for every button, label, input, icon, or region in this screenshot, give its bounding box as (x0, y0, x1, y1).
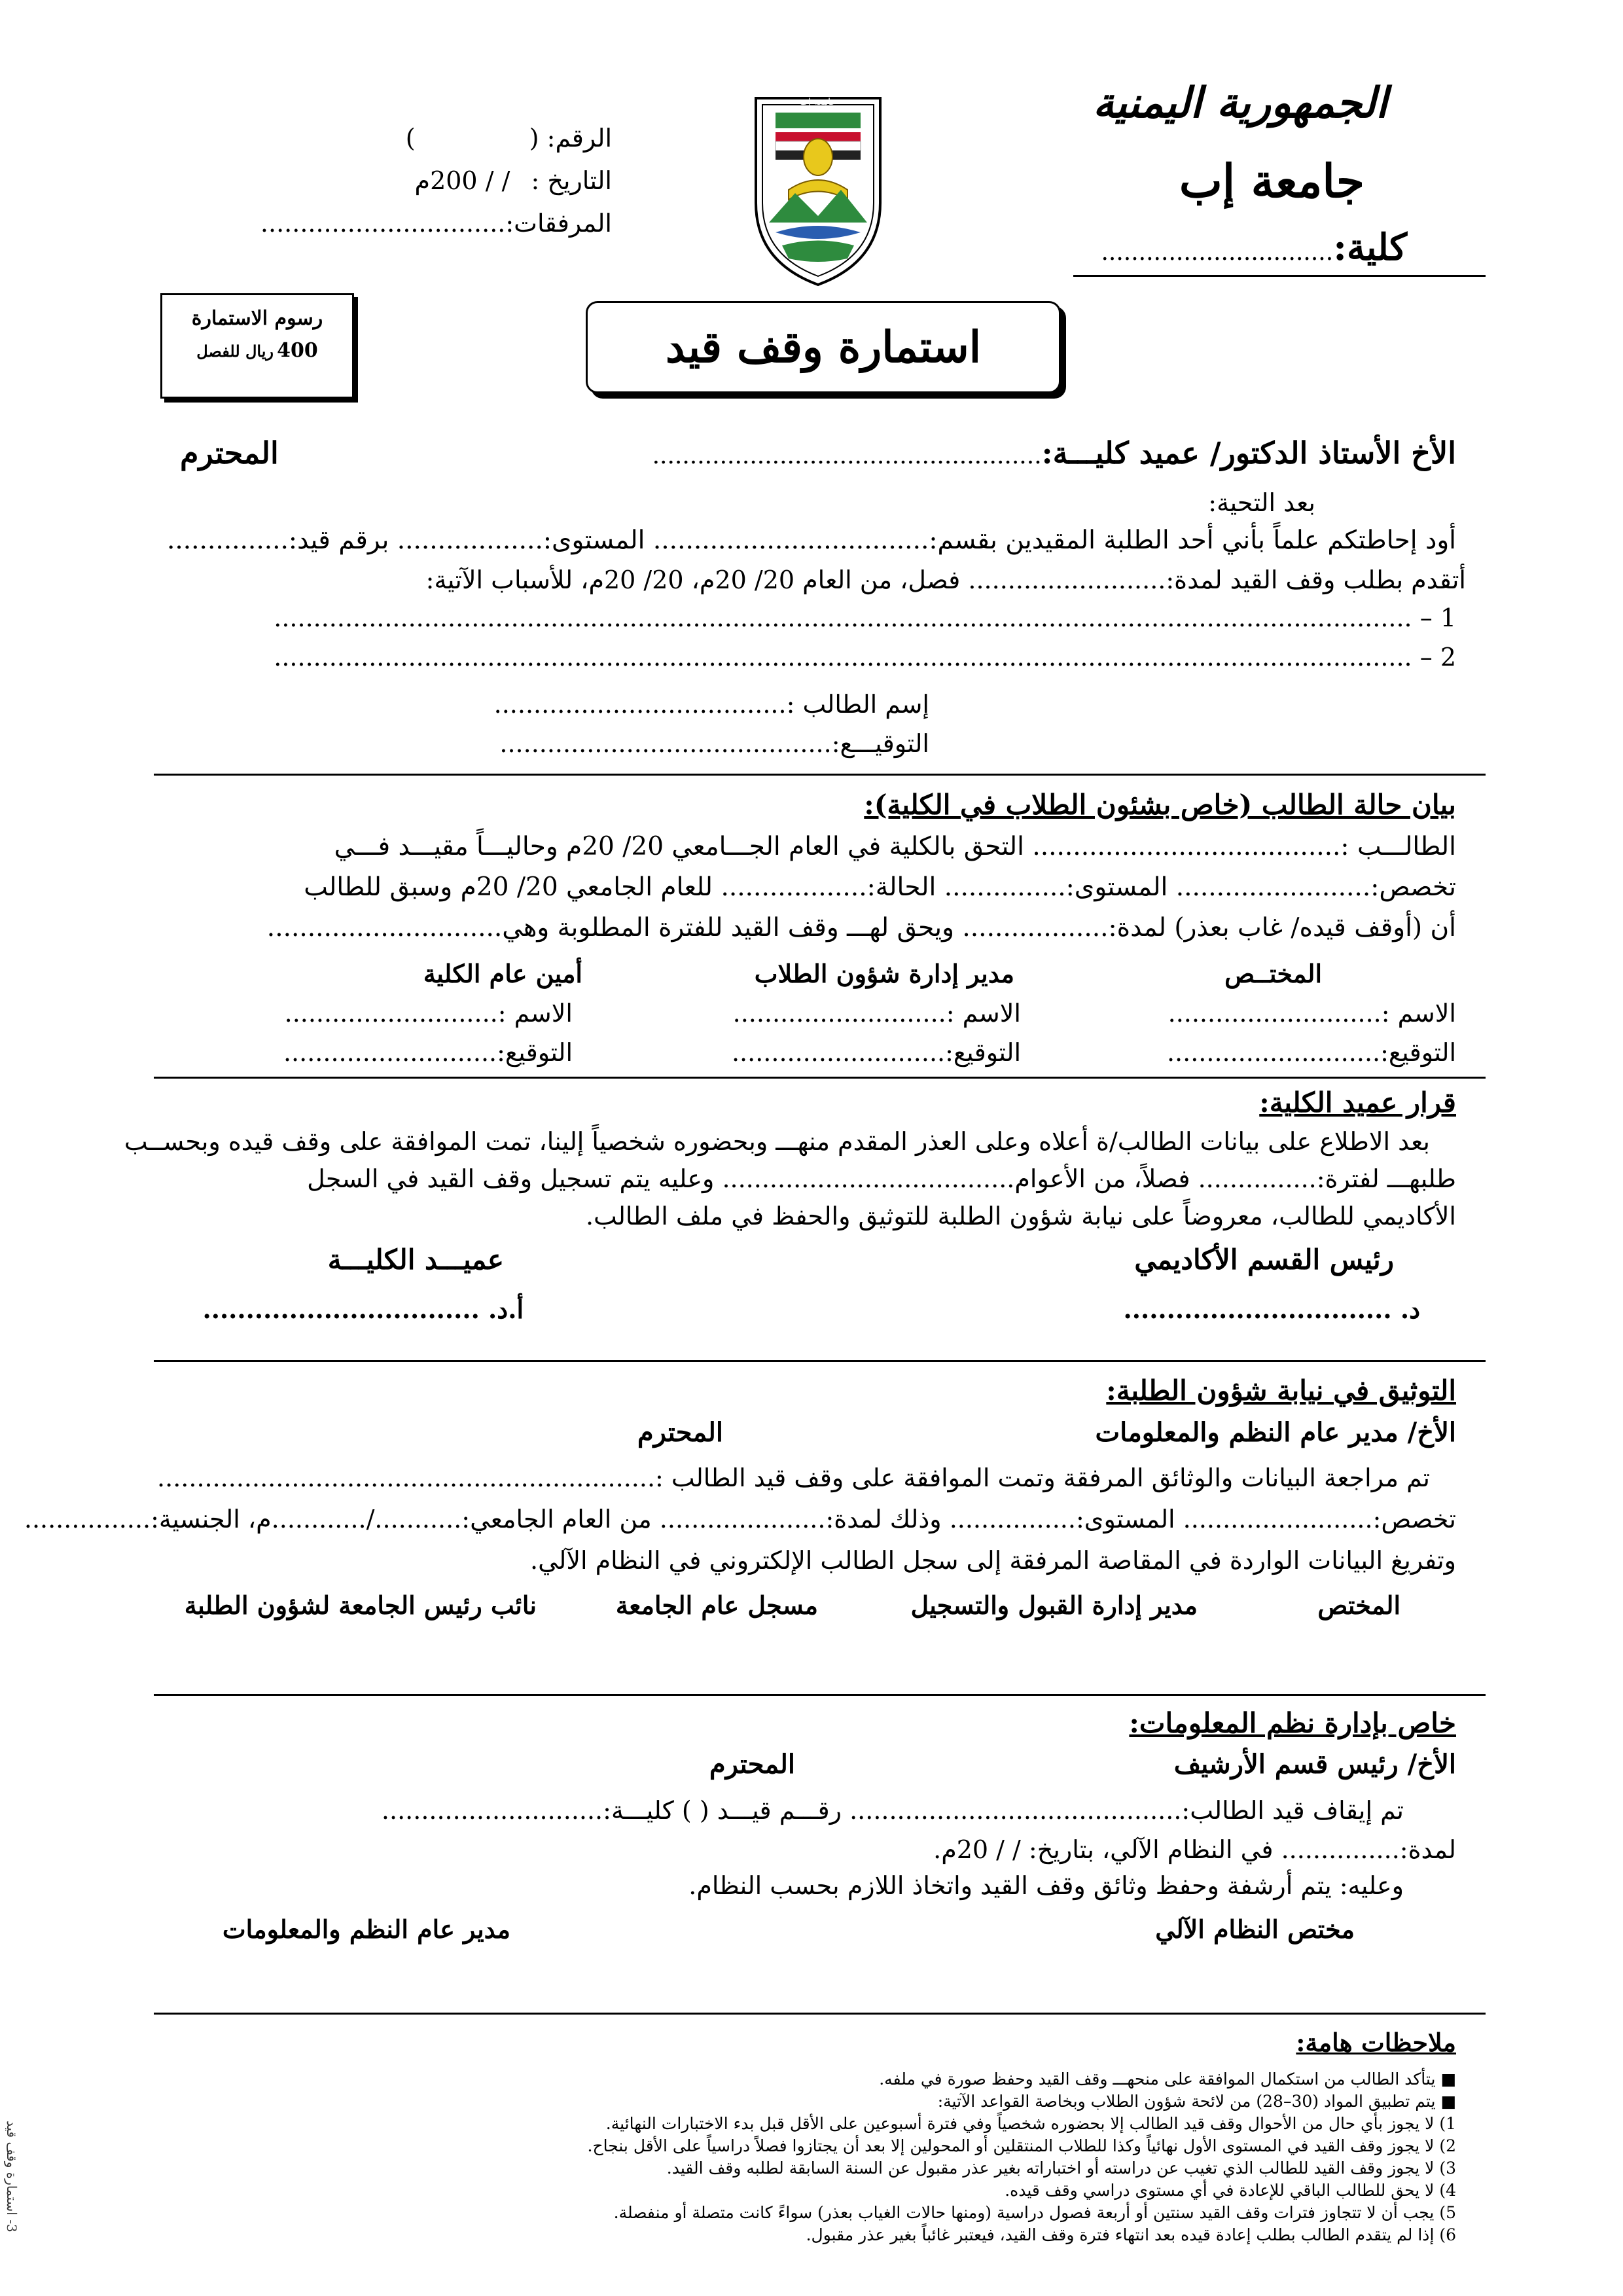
date-label: التاريخ : (531, 166, 612, 195)
bullet-icon: ■ (1435, 2070, 1456, 2089)
status-sign-2: التوقيع:........................... (731, 1038, 1021, 1067)
dean-line-3: الأكاديمي للطالب، معروضاً على نيابة شؤون الطلبة للتوثيق والحفظ في ملف الطالب. (585, 1202, 1456, 1230)
divider-1 (154, 774, 1486, 776)
documentation-heading: التوثيق في نيابة شؤون الطلبة: (1106, 1374, 1456, 1407)
dept-head-title: رئيس القسم الأكاديمي (1134, 1244, 1394, 1276)
addressee-line (652, 435, 1456, 471)
fee-amount-line (162, 339, 352, 362)
status-heading: بيان حالة الطالب (خاص بشئون الطلاب في الكلية): (864, 789, 1456, 821)
note-bullet-2-text: يتم تطبيق المواد (30–28) من لائحة شؤون الطلاب وبخاصة القواعد الآتية: (937, 2092, 1436, 2111)
notes-heading: ملاحظات هامة: (1296, 2028, 1456, 2057)
documentation-sig-registrar: مسجل عام الجامعة (615, 1590, 818, 1620)
divider-3 (154, 1360, 1486, 1362)
date-value: / / 200م (414, 166, 510, 195)
status-name-1: الاسم :........................... (1168, 999, 1456, 1028)
status-name-3: الاسم :........................... (284, 999, 573, 1028)
note-bullet-1 (879, 2068, 1456, 2090)
number-close: ) (405, 124, 416, 152)
status-name-2: الاسم :........................... (732, 999, 1021, 1028)
date-line (415, 164, 612, 198)
dean-heading: قرار عميد الكلية: (1259, 1086, 1456, 1119)
address-line-2: أود إحاطتكم علماً بأني أحد الطلبة المقيدين بقسم:.................................. المستوى:.................. برقم قيد:............... (166, 526, 1456, 555)
status-sig-title-specialist: المختــص (1224, 959, 1322, 988)
addressee-label: الأخ الأستاذ الدكتور/ عميد كليـــة: (1041, 435, 1456, 471)
documentation-line-3: وتفريغ البيانات الواردة في المقاصة المرفقة إلى سجل الطالب الإلكتروني في النظام الآلي. (530, 1546, 1456, 1575)
note-bullet-1-text: يتأكد الطالب من استكمال الموافقة على منحهـــ وقف القيد وحفظ صورة في ملفه. (879, 2070, 1436, 2089)
status-line-3: أن (أوقف قيده/ غاب بعذر) لمدة:.................. ويحق لهـــ وقف القيد للفترة المطلوبة وهي............................. (266, 913, 1456, 942)
fee-amount: 400 (277, 339, 318, 362)
reason-1: 1 – ................................................................................................................................................ (274, 603, 1456, 632)
status-line-2: تخصص:........................ المستوى:............... الحالة:.................. للعام الجامعي 20/ 20م وسبق للطالب (304, 872, 1456, 902)
number-label: الرقم: ( (529, 124, 612, 152)
student-name-line: إسم الطالب :..................................... (493, 690, 929, 719)
college-label (1101, 226, 1407, 269)
reference-number (406, 121, 612, 155)
form-title: استمارة وقف قيد (665, 321, 982, 372)
note-rule-5: 5) يجب أن لا تتجاوز فترات وقف القيد سنتين أو أربعة فصول دراسية (ومنها حالات الغياب بعذر) سواءً كانت متصلة أو منفصلة. (613, 2203, 1456, 2222)
status-sig-title-secretary: أمين عام الكلية (423, 959, 582, 988)
documentation-sig-vice-president: نائب رئيس الجامعة لشؤون الطلبة (184, 1590, 537, 1620)
status-sign-3: التوقيع:........................... (283, 1038, 573, 1067)
dean-title: عميـــد الكليـــة (327, 1244, 504, 1276)
student-signature-line: التوقيـــع:.......................................... (499, 729, 929, 758)
documentation-sig-admission: مدير إدارة القبول والتسجيل (910, 1590, 1198, 1620)
status-sign-1: التوقيع:........................... (1166, 1038, 1456, 1067)
documentation-line-2: تخصص:........................ المستوى:................ وذلك لمدة:..................... من العام الجامعي:.........../............م، الجنسية:................ (24, 1505, 1456, 1534)
college-label-text: كلية: (1333, 226, 1407, 269)
reason-2: 2 – ................................................................................................................................................ (274, 643, 1456, 672)
bullet-icon: ■ (1435, 2092, 1456, 2111)
documentation-to-line: الأخ/ مدير عام النظم والمعلومات (1095, 1417, 1456, 1448)
fee-box (160, 293, 354, 399)
info-line-2: لمدة:............... في النظام الآلي، بتاريخ: / / 20م. (933, 1835, 1456, 1864)
info-line-3: وعليه: يتم أرشفة وحفظ وثائق وقف القيد واتخاذ اللازم بحسب النظام. (688, 1871, 1404, 1900)
info-sig-automation: مختص النظام الآلي (1155, 1914, 1355, 1944)
info-line-1: تم إيقاف قيد الطالب:.......................................... رقـــم قيـــد ( ) كليـــة:............................ (381, 1796, 1404, 1825)
logo-caption: جامعة إب (799, 97, 837, 107)
divider-4 (154, 1694, 1486, 1696)
note-rule-6: 6) إذا لم يتقدم الطالب بطلب إعادة قيده بعد انتهاء فترة وقف القيد، فيعتبر غائباً بغير عذر مقبول. (806, 2225, 1456, 2244)
side-note: 3- استمارة وقف قيد (4, 2121, 20, 2233)
address-line-3: أتقدم بطلب وقف القيد لمدة:......................... فصل، من العام 20/ 20م، 20/ 20م، للأسباب الآتية: (425, 565, 1466, 594)
note-bullet-2 (938, 2090, 1456, 2113)
note-rule-2: 2) لا يجوز وقف القيد في المستوى الأول نهائياً وكذا للطلاب المنتقلين أو المحولين إلا بعد أن يجتازوا فصلاً دراسياً على الأقل بنجاح. (587, 2136, 1456, 2155)
greeting: بعد التحية: (1208, 488, 1315, 517)
status-line-1: الطالـــب :...................................... التحق بالكلية في العام الجـــامعي 20/ 20م وحاليـــاً مقيـــد فـــي (334, 832, 1456, 861)
dept-head-signature: د. ............................... (1123, 1295, 1420, 1324)
dean-signature: أ.د. ................................ (202, 1295, 524, 1324)
info-to-line: الأخ/ رئيس قسم الأرشيف (1173, 1749, 1456, 1780)
university-logo (749, 85, 887, 288)
info-heading: خاص بإدارة نظم المعلومات: (1129, 1707, 1456, 1739)
attachments-label: المرفقات: (505, 209, 612, 238)
fee-unit: ريال للفصل (196, 342, 274, 361)
note-rule-3: 3) لا يجوز وقف القيد للطالب الذي تغيب عن دراسته أو اختباراته بغير عذر مقبول عن السنة السابقة لطلبه وقف القيد. (666, 2159, 1456, 2178)
documentation-respected: المحترم (637, 1417, 723, 1448)
university-name: جامعة إب (1179, 154, 1364, 208)
divider-5 (154, 2013, 1486, 2015)
form-title-box (586, 301, 1061, 393)
college-dots: ............................... (1101, 239, 1334, 266)
attachments-dots: ............................... (260, 209, 506, 238)
fee-title: رسوم الاستمارة (191, 307, 323, 330)
note-rule-1: 1) لا يجوز بأي حال من الأحوال وقف قيد الطالب إلا بحضوره شخصياً وفي فترة أسبوعين على الأقل قبل بدء الاختبارات النهائية. (605, 2114, 1456, 2133)
dean-line-1: بعد الاطلاع على بيانات الطالب/ة أعلاه وعلى العذر المقدم منهـــ وبحضوره شخصياً إلينا، تمت الموافقة على وقف قيده وبحســب (124, 1127, 1430, 1156)
dean-line-2: طلبهـــ لفترة:............... فصلاً، من الأعوام..................................... وعليه يتم تسجيل وقف القيد في السجل (307, 1164, 1456, 1193)
addressee-dots: .................................................... (652, 442, 1042, 469)
status-sig-title-affairs: مدير إدارة شؤون الطلاب (754, 959, 1014, 988)
divider-2 (154, 1077, 1486, 1079)
logo-shield-icon (749, 85, 887, 288)
note-rule-4: 4) لا يحق للطالب الباقي للإعادة في أي مستوى دراسي وقف قيده. (1005, 2181, 1456, 2200)
attachments-line (260, 206, 612, 240)
republic-title: الجمهورية اليمنية (1093, 79, 1387, 128)
respected-1: المحترم (180, 435, 279, 471)
documentation-line-1: تم مراجعة البيانات والوثائق المرفقة وتمت الموافقة على وقف قيد الطالب :............................................................... (157, 1463, 1430, 1492)
info-sig-director: مدير عام النظم والمعلومات (222, 1914, 510, 1944)
header-divider (1073, 275, 1486, 277)
documentation-sig-specialist: المختص (1317, 1590, 1400, 1620)
info-respected: المحترم (709, 1749, 795, 1780)
